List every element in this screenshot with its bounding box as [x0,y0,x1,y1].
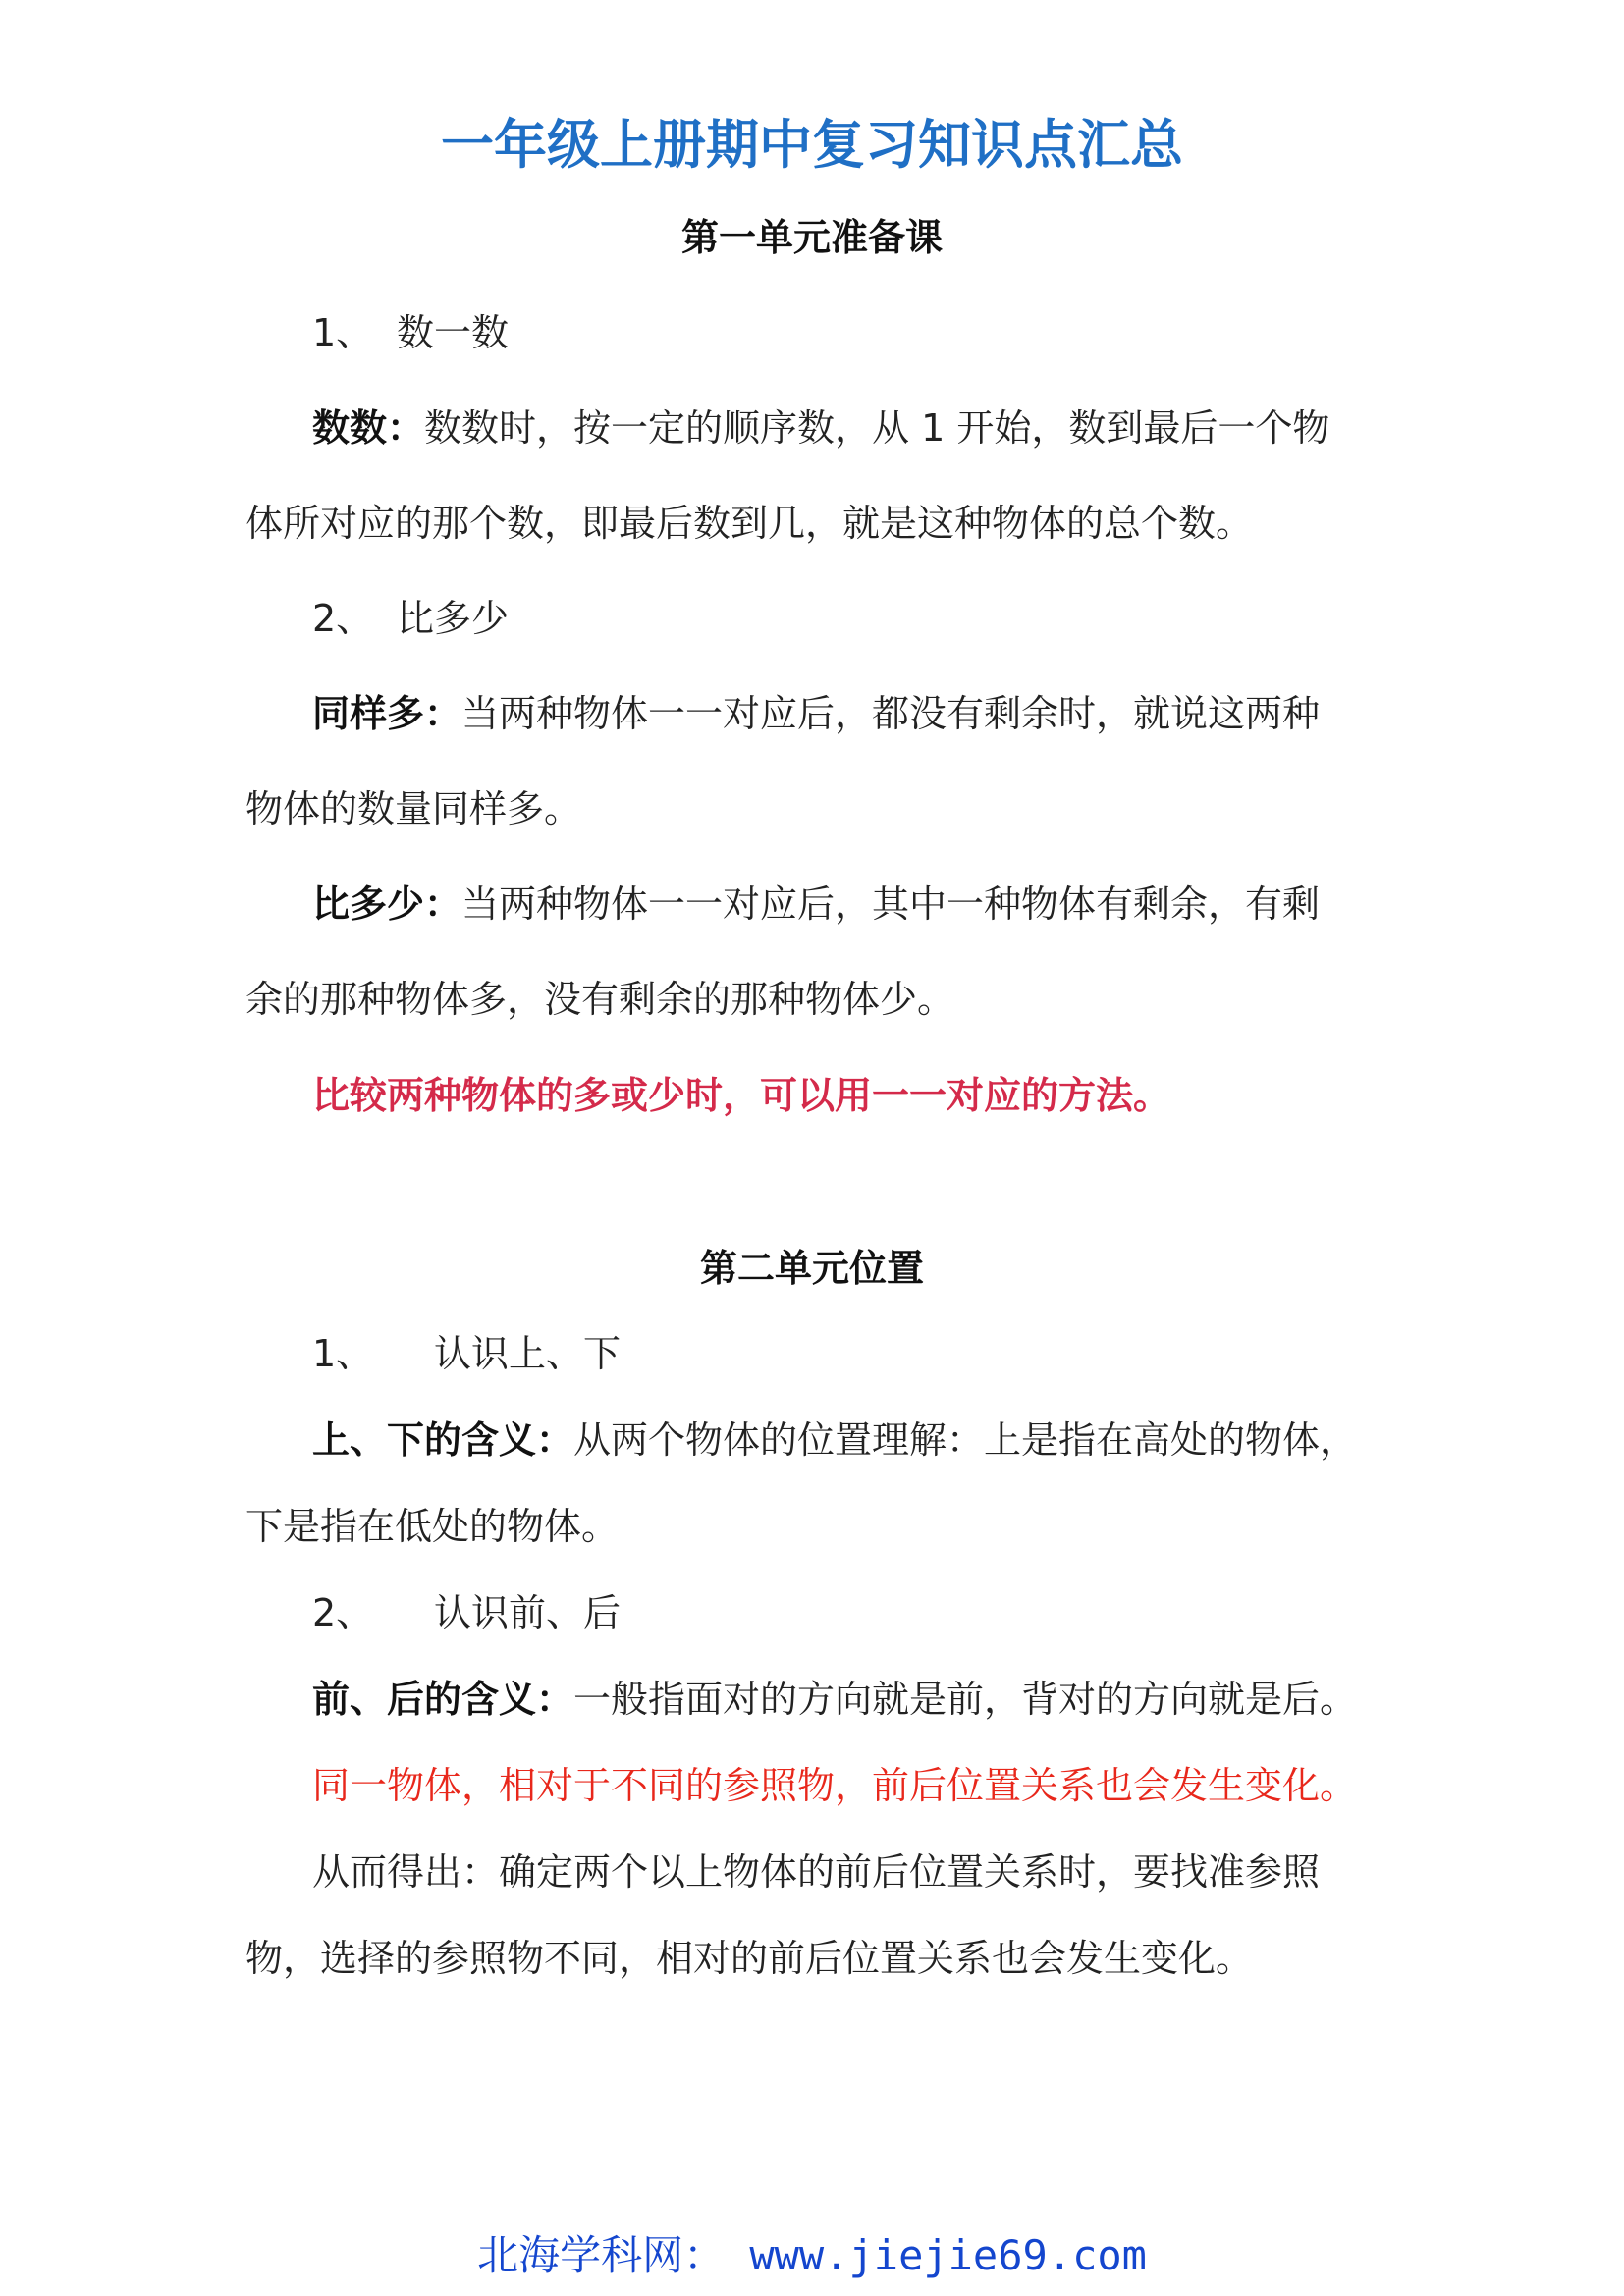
term: 数数： [312,406,425,450]
term: 同样多： [312,692,462,735]
unit1-heading: 第一单元准备课 [680,216,943,259]
unit1-p1-line1 [312,400,1329,455]
unit2-p1-line1 [312,1413,1357,1468]
text: 从两个物体的位置理解：上是指在高处的物体， [573,1418,1358,1462]
item-number: 2、 [312,597,374,640]
text: 当两种物体一一对应后，都没有剩余时，就说这两种 [461,692,1321,735]
item-label: 比多少 [397,597,510,640]
unit2-item1 [312,1326,621,1381]
footer-site-link[interactable]: 北海学科网： www.jiejie69.com [477,2231,1147,2279]
unit2-p3-line2: 物，选择的参照物不同，相对的前后位置关系也会发生变化。 [245,1937,1254,1980]
item-number: 2、 [312,1591,374,1634]
unit1-p2-line1 [312,686,1320,741]
item-number: 1、 [312,1332,374,1375]
term: 比多少： [312,882,462,926]
unit1-item1 [312,305,509,360]
unit1-p2-line2: 物体的数量同样多。 [245,787,582,830]
unit1-p3-line1 [312,877,1320,932]
unit2-highlight: 同一物体，相对于不同的参照物，前后位置关系也会发生变化。 [312,1764,1358,1807]
unit2-item2 [312,1585,621,1640]
unit1-p1-line2: 体所对应的那个数，即最后数到几，就是这种物体的总个数。 [245,502,1254,545]
unit2-p2-line1 [312,1672,1357,1727]
text: 一般指面对的方向就是前，背对的方向就是后。 [573,1678,1358,1721]
item-label: 认识上、下 [434,1332,622,1375]
unit2-p3-line1: 从而得出：确定两个以上物体的前后位置关系时，要找准参照 [312,1850,1321,1894]
item-number: 1、 [312,311,374,354]
text: 当两种物体一一对应后，其中一种物体有剩余，有剩 [461,882,1321,926]
unit2-p1-line2: 下是指在低处的物体。 [245,1505,620,1548]
item-label: 认识前、后 [434,1591,622,1634]
text: 数数时，按一定的顺序数，从 1 开始，数到最后一个物 [424,406,1330,450]
term: 前、后的含义： [312,1678,574,1721]
unit1-p3-line2: 余的那种物体多，没有剩余的那种物体少。 [245,978,955,1021]
page-title: 一年级上册期中复习知识点汇总 [441,114,1183,176]
unit1-highlight: 比较两种物体的多或少时，可以用一一对应的方法。 [312,1074,1171,1117]
term: 上、下的含义： [312,1418,574,1462]
unit2-heading: 第二单元位置 [699,1247,924,1290]
item-label: 数一数 [397,311,510,354]
unit1-item2 [312,591,509,646]
